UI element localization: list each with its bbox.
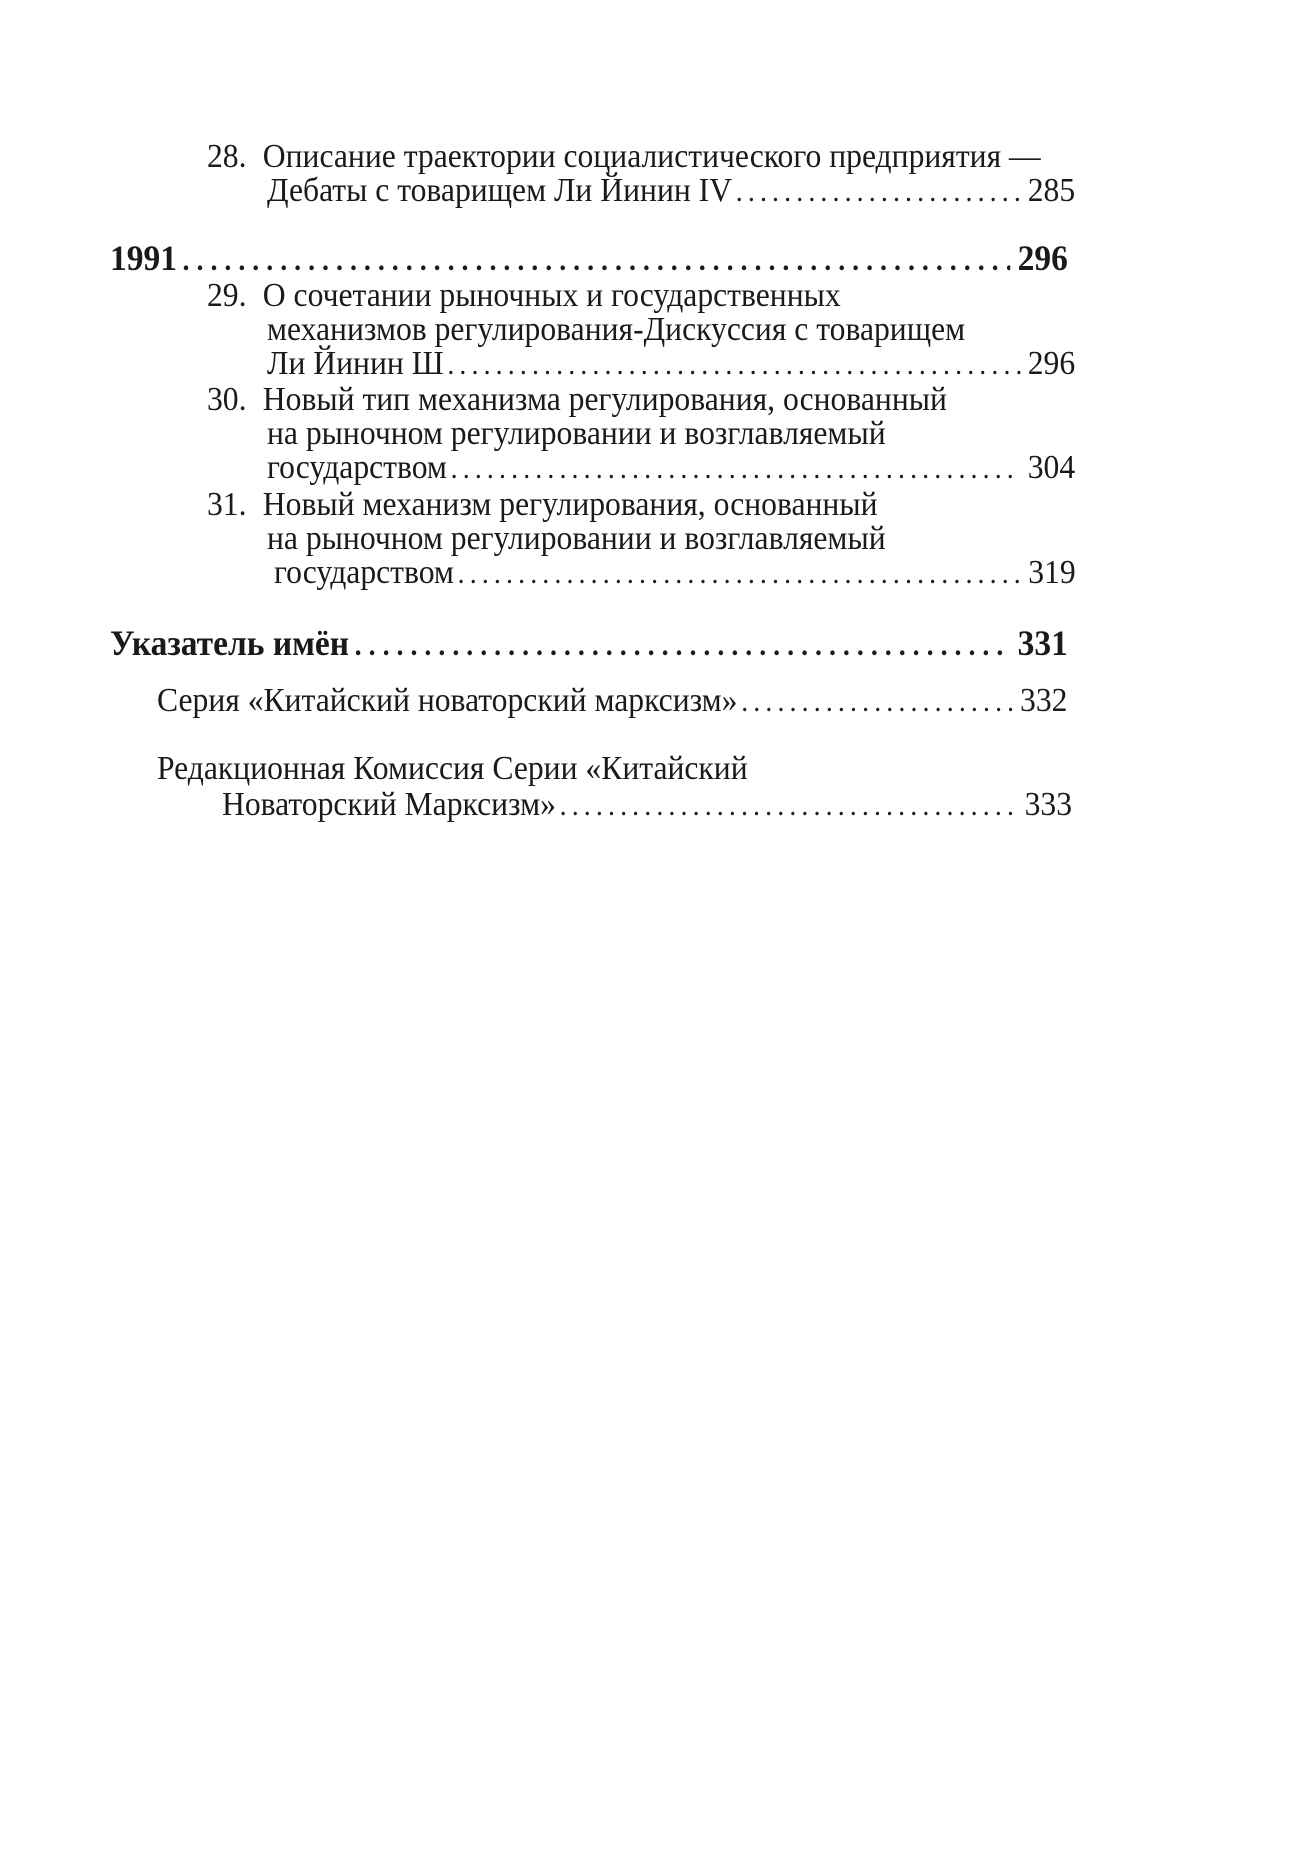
toc-entry-28-line-2[interactable] — [267, 174, 1075, 208]
section-title: Указатель имён — [110, 623, 350, 663]
entry-title-continued: государством — [267, 449, 447, 486]
entry-number: 29. — [207, 277, 247, 314]
entry-number: 30. — [207, 381, 247, 418]
toc-entry-committee-line-2[interactable] — [222, 788, 1072, 822]
toc-entry-30-line-3[interactable] — [267, 451, 1075, 485]
dot-leader — [447, 350, 1020, 380]
dot-leader — [560, 791, 1018, 821]
dot-leader — [741, 687, 1012, 717]
entry-title-continued: государством — [274, 554, 454, 591]
entry-title-continued: Новаторский Марксизм» — [222, 786, 556, 823]
entry-title: Новый механизм регулирования, основанный — [262, 486, 878, 523]
entry-title-continued: Дебаты с товарищем Ли Йинин IV — [267, 172, 733, 209]
toc-entry-29-line-2 — [267, 313, 1075, 347]
page-number: 304 — [1027, 449, 1076, 486]
entry-title-continued: Ли Йинин Ш — [267, 345, 444, 382]
toc-entry-31-line-1 — [207, 488, 1011, 522]
toc-section-name-index[interactable] — [110, 625, 1068, 661]
dot-leader — [183, 246, 1011, 276]
page-number: 331 — [1017, 623, 1068, 663]
page-number: 285 — [1027, 172, 1076, 209]
toc-entry-29-line-3[interactable] — [267, 347, 1075, 381]
entry-title: Серия «Китайский новаторский марксизм» — [157, 682, 738, 719]
page-number: 296 — [1027, 345, 1076, 382]
toc-entry-28-line-1 — [207, 138, 1041, 175]
toc-entry-30-line-1 — [207, 383, 1011, 417]
page-number: 332 — [1020, 682, 1068, 719]
toc-entry-30-line-2 — [267, 417, 1075, 451]
page-number: 296 — [1017, 238, 1068, 278]
dot-leader — [451, 454, 1021, 484]
entry-title-continued: на рыночном регулировании и возглавляемый — [267, 415, 886, 452]
toc-entry-31-line-2 — [267, 522, 1075, 556]
toc-section-1991[interactable] — [110, 240, 1068, 276]
entry-title-continued: механизмов регулирования-Дискуссия с товарищем — [267, 311, 966, 348]
entry-title: Новый тип механизма регулирования, основанный — [262, 381, 947, 418]
entry-title: Редакционная Комиссия Серии «Китайский — [157, 750, 748, 787]
entry-number: 28. — [207, 138, 247, 175]
entry-title: Описание траектории социалистического предприятия — — [262, 138, 1041, 175]
toc-entry-31-line-3[interactable] — [274, 556, 1076, 590]
section-title: 1991 — [110, 238, 177, 278]
dot-leader — [458, 559, 1021, 589]
entry-number: 31. — [207, 486, 247, 523]
dot-leader — [355, 631, 1011, 661]
dot-leader — [736, 177, 1021, 207]
page-number: 333 — [1024, 786, 1073, 823]
toc-entry-series[interactable] — [157, 684, 1067, 718]
entry-title: О сочетании рыночных и государственных — [262, 277, 841, 314]
entry-title-continued: на рыночном регулировании и возглавляемый — [267, 520, 886, 557]
toc-entry-29-line-1 — [207, 279, 1011, 313]
toc-entry-committee-line-1 — [157, 752, 1067, 786]
page-number: 319 — [1028, 554, 1076, 591]
